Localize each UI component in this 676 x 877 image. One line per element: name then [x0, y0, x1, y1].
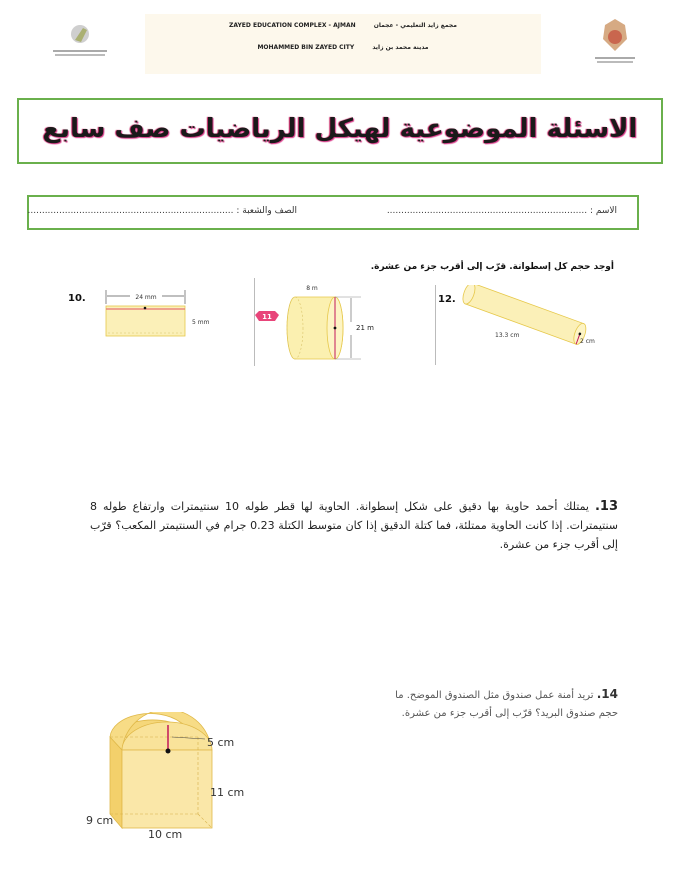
q12-length-label: 13.3 cm: [495, 332, 520, 339]
q14-number: 14.: [596, 687, 618, 701]
q11-diameter-label: 8 m: [306, 285, 318, 292]
title-box: [17, 98, 663, 164]
name-blank[interactable]: ......................................................................: [386, 206, 588, 216]
eagle-emblem-icon: [585, 15, 645, 70]
city-name-ar: مدينة محمد بن زايد: [372, 44, 429, 51]
q10-height-label: 5 mm: [192, 319, 210, 326]
class-field[interactable]: [28, 206, 297, 216]
q14-width-label: 10 cm: [148, 828, 183, 841]
q11-number: 11: [262, 313, 272, 321]
q14-mailbox-figure: [80, 712, 260, 842]
instructions: أوجد حجم كل إسطوانة. قرّب إلى أقرب جزء من عشرة.: [370, 262, 614, 272]
city-name-en: MOHAMMED BIN ZAYED CITY: [257, 44, 355, 51]
q14-text: تريد أمنة عمل صندوق مثل الصندوق الموضح. ما حجم صندوق البريد؟ قرّب إلى أقرب جزء من عشرة.: [395, 690, 618, 719]
name-field[interactable]: [387, 206, 617, 216]
page-title: الاسئلة الموضوعية لهيكل الرياضيات صف سابع: [42, 114, 638, 144]
school-line-2: [145, 44, 541, 51]
q10-cylinder-figure: [100, 288, 230, 348]
q10-number: 10.: [68, 293, 86, 304]
question-13: [90, 497, 618, 554]
uae-emblem: [585, 15, 645, 70]
q12-number: 12.: [438, 294, 456, 305]
school-line-1: [145, 22, 541, 29]
school-name-en: ZAYED EDUCATION COMPLEX - AJMAN: [229, 22, 356, 29]
falcon-logo-icon: [45, 20, 115, 65]
q12-radius-label: 2 cm: [580, 338, 595, 345]
student-info-box: [27, 195, 639, 230]
q13-number: 13.: [594, 499, 618, 514]
q14-height-label: 11 cm: [210, 786, 245, 799]
figure-divider-2: [435, 285, 436, 365]
q14-depth-label: 9 cm: [86, 814, 114, 827]
class-blank[interactable]: ........................................................................: [27, 206, 234, 216]
q12-cylinder-figure: [455, 285, 605, 355]
school-name-ar: مجمع زايد التعليمي - عجمان: [373, 22, 457, 29]
class-label: الصف والشعبة :: [233, 206, 297, 216]
school-header: [145, 14, 541, 74]
name-label: الاسم :: [587, 206, 617, 216]
q11-height-label: 21 m: [356, 324, 374, 332]
ministry-logo: [45, 20, 115, 65]
q11-cylinder-figure: [255, 280, 370, 370]
question-14: [380, 685, 618, 723]
q10-diameter-label: 24 mm: [135, 294, 157, 301]
q14-radius-label: 5 cm: [207, 736, 235, 749]
q13-text: يمتلك أحمد حاوية بها دقيق على شكل إسطوانة. الحاوية لها قطر طوله 10 سنتيمترات وارتفاع طوله 8 سنتيمترات. إذا كانت الحاوية ممتلئة، فما كتلة الدقيق إذا كان متوسط الكتلة 0.23 جرام في السنتيمتر المكعب؟ قرّب إلى أقرب جزء من عشرة.: [90, 500, 618, 551]
